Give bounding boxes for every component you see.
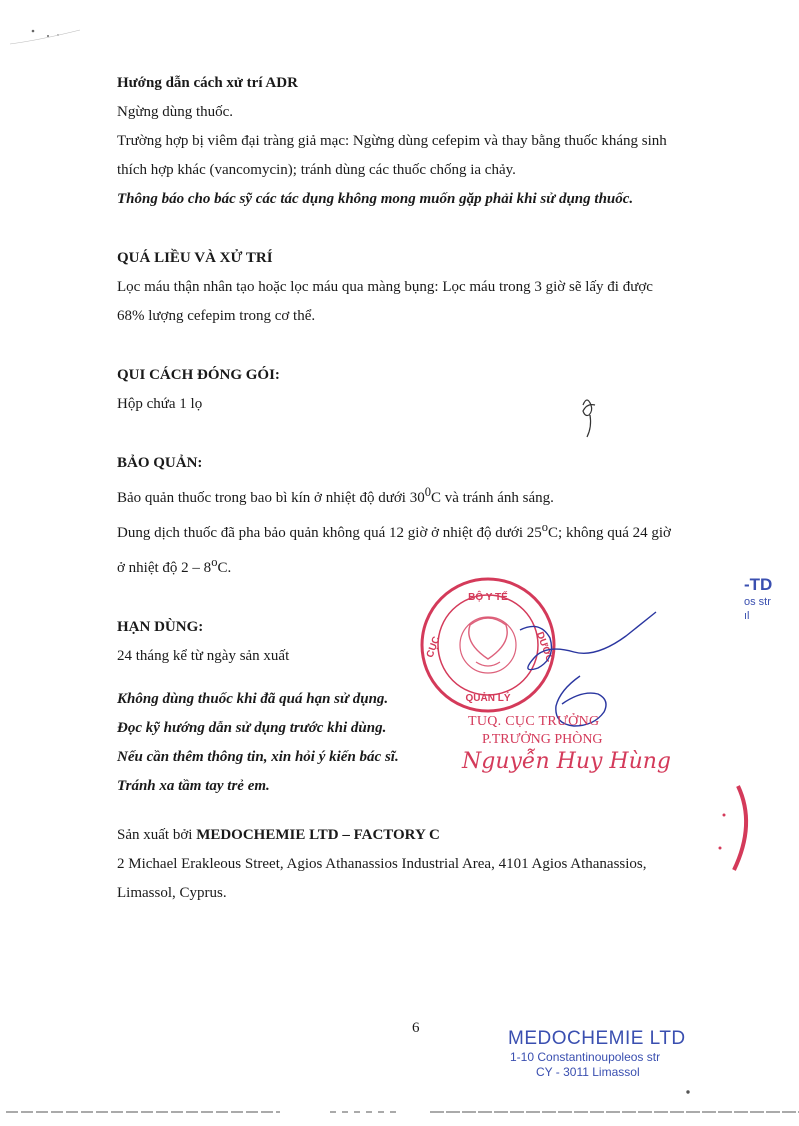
- company-stamp-city: CY - 3011 Limassol: [536, 1065, 640, 1079]
- adr-heading: Hướng dẫn cách xử trí ADR: [117, 75, 298, 91]
- storage-line-2-a: Dung dịch thuốc đã pha bảo quản không quá 12 giờ ở nhiệt độ dưới 25: [117, 525, 542, 541]
- approval-line-1: TUQ. CỤC TRƯỞNG: [468, 714, 600, 729]
- warning-3: Nếu cần thêm thông tin, xin hỏi ý kiến bác sĩ.: [117, 749, 399, 765]
- manufacturer-address-1: 2 Michael Erakleous Street, Agios Athanassios Industrial Area, 4101 Agios Athanassios,: [117, 856, 647, 872]
- manufacturer-name: MEDOCHEMIE LTD – FACTORY C: [196, 827, 440, 843]
- storage-heading: BẢO QUẢN:: [117, 455, 203, 471]
- approval-line-2: P.TRƯỞNG PHÒNG: [482, 732, 603, 747]
- scan-specks: [10, 30, 80, 44]
- storage-line-2: [117, 513, 717, 548]
- expiry-heading: HẠN DÙNG:: [117, 619, 204, 635]
- adr-line-1: Ngừng dùng thuốc.: [117, 104, 234, 120]
- storage-line-1-a: Bảo quản thuốc trong bao bì kín ở nhiệt độ dưới 30: [117, 490, 425, 506]
- approval-name: Nguyễn Huy Hùng: [462, 749, 672, 774]
- edge-seal-arc: [734, 786, 746, 870]
- storage-line-2-b: C; không quá 24 giờ: [548, 525, 671, 541]
- storage-line-1: [117, 478, 717, 513]
- company-stamp-name: MEDOCHEMIE LTD: [508, 1028, 686, 1049]
- seal-text-bottom: QUẢN LÝ: [465, 693, 511, 704]
- manufacturer-prefix: Sản xuất bởi: [117, 827, 197, 843]
- storage-line-1-b: C và tránh ánh sáng.: [430, 490, 554, 506]
- overdose-line-1: Lọc máu thận nhân tạo hoặc lọc máu qua màng bụng: Lọc máu trong 3 giờ sẽ lấy đi được: [117, 279, 653, 295]
- packaging-line-1: Hộp chứa 1 lọ: [117, 396, 203, 412]
- storage-line-2-sup: o: [541, 520, 549, 534]
- storage-line-1-sup: 0: [424, 485, 431, 499]
- approval-signature-block: [462, 713, 672, 775]
- seal-text-top: BỘ Y TẾ: [468, 592, 508, 603]
- adr-line-4: Thông báo cho bác sỹ các tác dụng không mong muốn gặp phải khi sử dụng thuốc.: [117, 191, 634, 207]
- page-number: 6: [412, 1020, 420, 1036]
- warning-2: Đọc kỹ hướng dẫn sử dụng trước khi dùng.: [117, 720, 387, 736]
- storage-line-3-b: C.: [217, 560, 232, 576]
- cut-stamp-line-1: -TD: [744, 575, 773, 594]
- company-stamp-street: 1-10 Constantinoupoleos str: [510, 1050, 661, 1064]
- overdose-heading: QUÁ LIỀU VÀ XỬ TRÍ: [117, 250, 273, 266]
- warning-4: Tránh xa tầm tay trẻ em.: [117, 778, 270, 794]
- storage-line-3-a: ở nhiệt độ 2 – 8: [117, 560, 212, 576]
- overdose-line-2: 68% lượng cefepim trong cơ thể.: [117, 308, 316, 324]
- adr-line-2: Trường hợp bị viêm đại tràng giả mạc: Ngừng dùng cefepim và thay bằng thuốc kháng sinh: [117, 133, 667, 149]
- bottom-dashed-line: [6, 1091, 799, 1112]
- manufacturer-address-2: Limassol, Cyprus.: [117, 885, 227, 901]
- cut-stamp-line-3: ıl: [744, 610, 750, 622]
- seal-text-right: DƯỢC: [533, 630, 555, 664]
- cut-company-stamp: [744, 575, 772, 623]
- expiry-line-1: 24 tháng kể từ ngày sản xuất: [117, 648, 290, 664]
- storage-line-3-sup: o: [211, 555, 218, 569]
- seal-text-left: CỤC: [424, 635, 443, 660]
- company-stamp: [508, 1028, 686, 1080]
- warning-1: Không dùng thuốc khi đã quá hạn sử dụng.: [117, 691, 389, 707]
- cut-stamp-line-2: os str: [744, 596, 771, 608]
- packaging-heading: QUI CÁCH ĐÓNG GÓI:: [117, 367, 280, 383]
- manufacturer-line: [117, 821, 717, 850]
- adr-line-3: thích hợp khác (vancomycin); tránh dùng các thuốc chống ia chảy.: [117, 162, 516, 178]
- storage-line-3: [117, 548, 717, 583]
- document-body: [117, 68, 717, 908]
